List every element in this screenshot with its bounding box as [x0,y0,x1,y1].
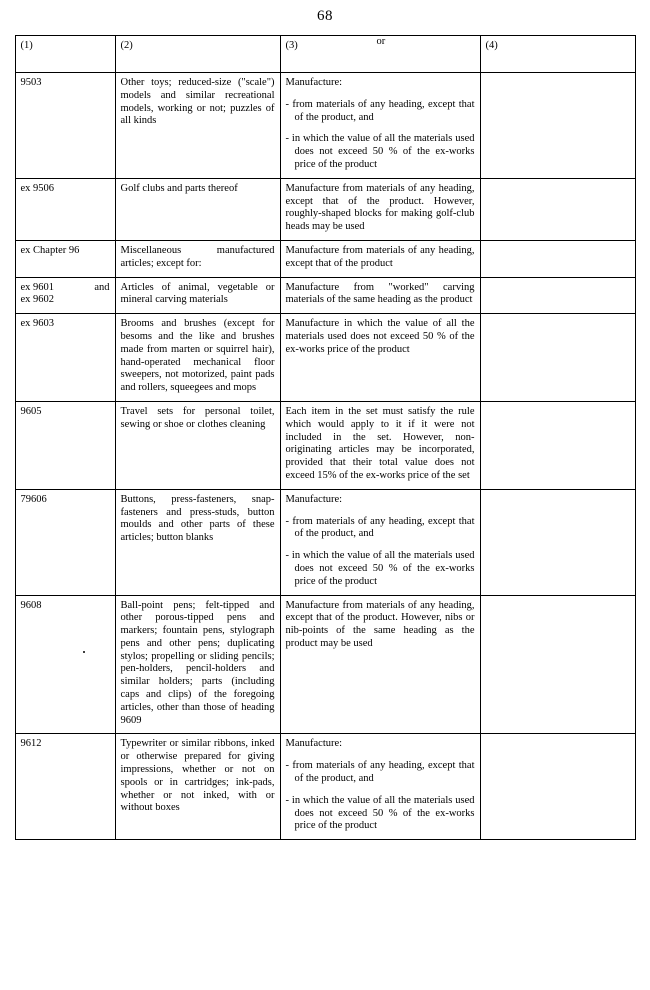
row-code: ex Chapter 96 [15,240,115,277]
row-rule-alt [480,734,635,840]
table-row [15,240,635,277]
rule-paragraph: - in which the value of all the materials used does not exceed 50 % of the ex-works price of the product [285,794,475,832]
row-rule-alt [480,277,635,314]
row-code-line1: ex 9601 [20,281,55,293]
row-rule [280,73,480,179]
column-header-2: (2) [115,36,280,73]
row-rule-alt [480,314,635,402]
row-rule-alt [480,595,635,734]
rule-paragraph: Manufacture: [285,493,343,505]
row-code: 9605 [15,401,115,489]
row-rule-alt [480,489,635,595]
table-row [15,314,635,402]
row-description: Travel sets for personal toilet, sewing or shoe or clothes cleaning [115,401,280,489]
rule-paragraph: Manufacture from materials of any heading, except that of the product [285,244,475,269]
column-header-4: (4) [480,36,635,73]
row-code: 9503 [15,73,115,179]
row-code [15,277,115,314]
row-code-line2: ex 9602 [20,294,55,306]
row-rule [280,734,480,840]
column-header-3-label: (3) [285,40,298,51]
rule-paragraph: Manufacture: [285,77,343,88]
row-rule [280,595,480,734]
row-rule-alt [480,178,635,240]
origin-rules-table [15,35,636,840]
row-rule [280,178,480,240]
rule-paragraph: - from materials of any heading, except that of the product, and [285,98,475,123]
column-header-3 [280,36,480,73]
row-rule-alt [480,73,635,179]
table-row [15,73,635,179]
row-rule [280,401,480,489]
row-description: Buttons, press-fasteners, snap-fasteners and press-studs, button moulds and other parts of these articles; button blanks [115,489,280,595]
table-header-row [15,36,635,73]
table-row [15,277,635,314]
rule-paragraph: - in which the value of all the materials used does not exceed 50 % of the ex-works price of the product [285,550,475,587]
row-description: Miscellaneous manufactured articles; except for: [115,240,280,277]
row-rule [280,240,480,277]
rule-paragraph: Each item in the set must satisfy the rule which would apply to it if it were not included in the set. However, non-originating articles may be incorporated, provided that their total value does not exceed 15% of the ex-works price of the set [285,405,475,481]
row-code-and: and [94,281,110,293]
scan-artifact-dot [83,651,85,653]
row-code: 79606 [15,489,115,595]
rule-paragraph: Manufacture from "worked" carving materials of the same heading as the product [285,281,475,306]
row-description: Articles of animal, vegetable or mineral carving materials [115,277,280,314]
row-rule [280,277,480,314]
rule-paragraph: Manufacture in which the value of all the materials used does not exceed 50 % of the ex-works price of the product [285,318,475,355]
page-number: 68 [317,8,333,24]
row-rule-alt [480,240,635,277]
rule-paragraph: - from materials of any heading, except that of the product, and [285,515,475,540]
row-description: Other toys; reduced-size ("scale") models and similar recreational models, working or not; puzzles of all kinds [115,73,280,179]
column-header-1: (1) [15,36,115,73]
row-code: ex 9603 [15,314,115,402]
row-rule-alt [480,401,635,489]
rule-paragraph: - in which the value of all the materials used does not exceed 50 % of the ex-works price of the product [285,133,475,170]
rule-paragraph: - from materials of any heading, except that of the product, and [285,760,475,785]
table-row [15,734,635,840]
rule-paragraph: Manufacture: [285,738,343,750]
rule-paragraph: Manufacture from materials of any heading, except that of the product. However, nibs or nib-points of the same heading as the product may be used [285,599,475,649]
row-description: Brooms and brushes (except for besoms and the like and brushes made from marten or squirrel hair), hand-operated mechanical floor sweepers, not motorized, paint pads and rollers, squeegees and mops [115,314,280,402]
table-row [15,401,635,489]
column-header-or: or [376,36,386,47]
row-code: ex 9506 [15,178,115,240]
row-description: Ball-point pens; felt-tipped and other porous-tipped pens and markers; fountain pens, stylograph pens and other pens; duplicating stylos; propelling or sliding pencils; pen-holders, pencil-holders and similar holders; parts (including caps and clips) of the foregoing articles, other than those of heading 9609 [115,595,280,734]
table-row [15,489,635,595]
row-description: Golf clubs and parts thereof [115,178,280,240]
rule-paragraph: Manufacture from materials of any heading, except that of the product. However, roughly-shaped blocks for making golf-club heads may be used [285,182,475,233]
table-row [15,595,635,734]
table-row [15,178,635,240]
row-code: 9608 [15,595,115,734]
row-code: 9612 [15,734,115,840]
row-rule [280,314,480,402]
row-description: Typewriter or similar ribbons, inked or otherwise prepared for giving impressions, whether or not on spools or in cartridges; ink-pads, whether or not inked, with or without boxes [115,734,280,840]
row-rule [280,489,480,595]
